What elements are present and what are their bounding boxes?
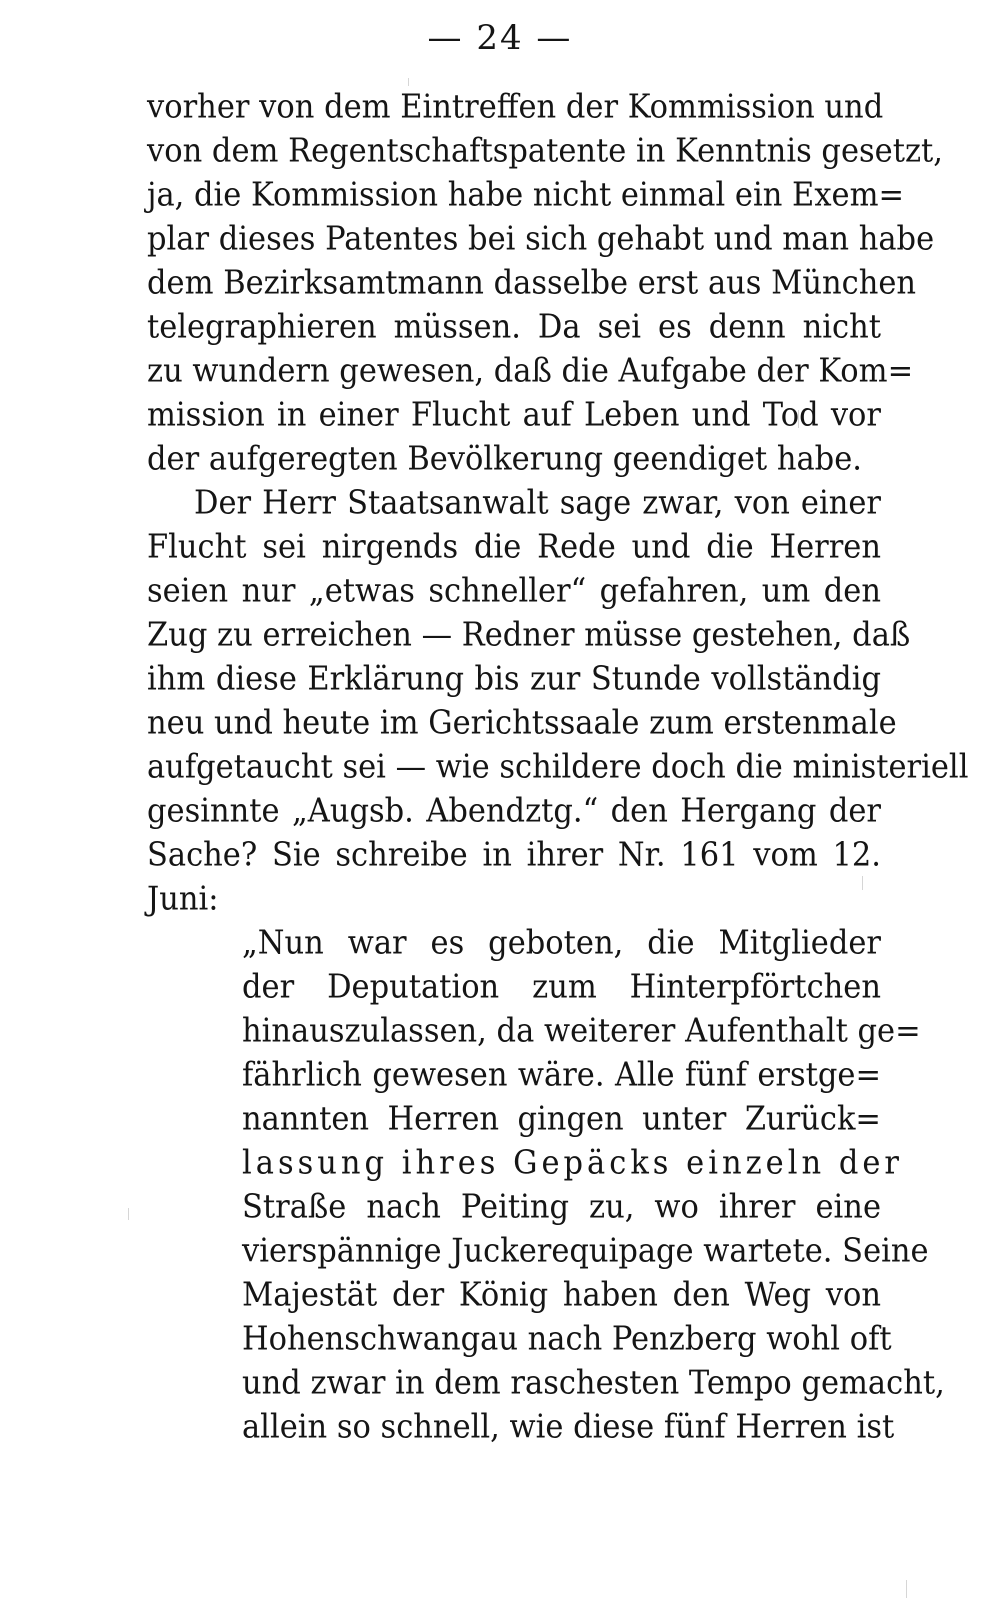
paragraph-2-line-5: ihm diese Erklärung bis zur Stunde vollständig [147,660,881,699]
quote-line-12: allein so schnell, wie diese fünf Herren ist [242,1408,895,1447]
quote-line-7: Straße nach Peiting zu, wo ihrer eine [242,1188,881,1227]
print-speck [906,1580,907,1598]
paragraph-1-line-3: ja, die Kommission habe nicht einmal ein Exem= [147,176,905,215]
quote-line-10: Hohenschwangau nach Penzberg wohl oft [242,1320,892,1359]
print-speck [408,78,409,86]
paragraph-1-line-4: plar dieses Patentes bei sich gehabt und man habe [147,220,935,259]
paragraph-1-line-5: dem Bezirksamtmann dasselbe erst aus München [147,264,917,303]
page-number: — 24 — [427,18,573,58]
quote-line-4: fährlich gewesen wäre. Alle fünf erstge= [242,1056,881,1095]
paragraph-2-line-3: seien nur „etwas schneller“ gefahren, um den [147,572,881,611]
print-speck [128,1208,129,1220]
paragraph-1-line-2: von dem Regentschaftspatente in Kenntnis gesetzt, [147,132,943,171]
paragraph-1-line-7: zu wundern gewesen, daß die Aufgabe der Kom= [147,352,914,391]
quote-line-1: „Nun war es geboten, die Mitglieder [242,924,881,963]
print-speck [862,876,863,890]
paragraph-2-line-4: Zug zu erreichen — Redner müsse gestehen, daß [147,616,911,655]
quote-line-2: der Deputation zum Hinterpförtchen [242,968,881,1007]
paragraph-2-line-2: Flucht sei nirgends die Rede und die Herren [147,528,881,567]
paragraph-2-line-10: Juni: [147,880,219,919]
paragraph-1-line-6: telegraphieren müssen. Da sei es denn nicht [147,308,881,347]
quote-line-11: und zwar in dem raschesten Tempo gemacht, [242,1364,945,1403]
quote-line-8: vierspännige Juckerequipage wartete. Seine [242,1232,929,1271]
paragraph-2-line-7: aufgetaucht sei — wie schildere doch die ministeriell [147,748,969,787]
paragraph-2-line-8: gesinnte „Augsb. Abendztg.“ den Hergang der [147,792,881,831]
quote-line-6: lassung ihres Gepäcks einzeln der [242,1144,903,1183]
quote-line-9: Majestät der König haben den Weg von [242,1276,881,1315]
paragraph-2-line-6: neu und heute im Gerichtssaale zum erstenmale [147,704,897,743]
paragraph-2-line-9: Sache? Sie schreibe in ihrer Nr. 161 vom 12. [147,836,881,875]
paragraph-1-line-8: mission in einer Flucht auf Leben und Tod vor [147,396,881,435]
paragraph-1-line-9: der aufgeregten Bevölkerung geendiget habe. [147,440,862,479]
paragraph-2-line-1: Der Herr Staatsanwalt sage zwar, von einer [194,484,881,523]
quote-line-3: hinauszulassen, da weiterer Aufenthalt ge= [242,1012,921,1051]
print-speck [798,410,799,428]
paragraph-1-line-1: vorher von dem Eintreffen der Kommission und [147,88,884,127]
quote-line-5: nannten Herren gingen unter Zurück= [242,1100,881,1139]
